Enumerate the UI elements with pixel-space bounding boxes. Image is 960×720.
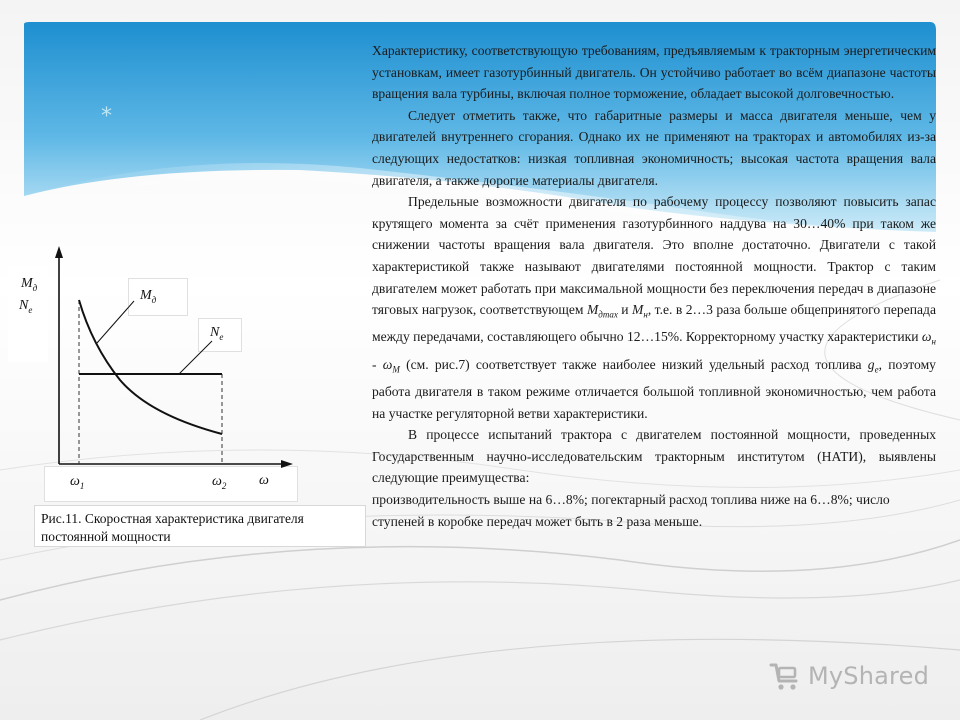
logo-text: MyShared xyxy=(808,662,930,690)
paragraph-3: Предельные возможности двигателя по рабочему процессу позволяют повысить запас крутящего момента за счёт применения газотурбинного наддува на 30…40% при таком же снижении частоты вращения вала двигателя. Это вполне достаточно. Двигатели с такой характеристикой также называют двигателями постоянной мощности. Трактор с таким двигателем может работать при максимальной мощности без переключения передач в диапазоне тяговых нагрузок, соответствующем $M_{дmax}$ и $M_н$, т.е. в 2…3 раза больше общепринятого перепада между передачами, составляющего обычно 12…15%. Корректорному участку характеристики $\omega_н - \omega_M$ (см. рис.7) соответствует также наиболее низкий удельный расход топлива $g_e$, поэтому работа двигателя в таком режиме отличается большой топливной экономичностью, чем работа на участке регуляторной ветви характеристики. xyxy=(372,194,936,421)
y-label-md: $M_д$ xyxy=(21,276,38,293)
figure-caption: Рис.11. Скоростная характеристика двигателя постоянной мощности xyxy=(34,505,366,547)
y-label-ne: $N_e$ xyxy=(19,298,33,315)
cart-icon xyxy=(768,659,802,693)
x-tick-w1: $\omega_1$ xyxy=(70,474,85,491)
curve-label-md: $M_д$ xyxy=(140,288,157,305)
myshared-logo[interactable] xyxy=(768,656,929,696)
x-tick-w2: $\omega_2$ xyxy=(212,474,227,491)
paragraph-1: Характеристику, соответствующую требованиям, предъявляемым к тракторным энергетическим установкам, имеет газотурбинный двигатель. Он устойчиво работает во всём диапазоне частоты вращения вала турбины, включая полное торможение, обладает высокой долговечностью. xyxy=(372,43,936,102)
curve-label-ne: $N_e$ xyxy=(210,325,224,342)
paragraph-5: производительность выше на 6…8%; погектарный расход топлива ниже на 6…8%; число ступеней в коробке передач может быть в 2 раза меньше. xyxy=(372,492,890,529)
paragraph-2: Следует отметить также, что габаритные размеры и масса двигателя меньше, чем у двигателей внутреннего сгорания. Однако их не применяют на тракторах и автомобилях из-за следующих недостатков: низкая топливная экономичность; высокая частота вращения вала двигателя, а также дорогие материалы двигателя. xyxy=(372,107,936,188)
x-axis-label: ω xyxy=(259,473,269,488)
paragraph-4: В процессе испытаний трактора с двигателем постоянной мощности, проведенных Государственным научно-исследовательским тракторным институтом (НАТИ), выявлены следующие преимущества: xyxy=(372,427,936,486)
md-label-box xyxy=(128,278,188,316)
main-text xyxy=(372,40,936,532)
bullet-mark: * xyxy=(101,104,112,129)
